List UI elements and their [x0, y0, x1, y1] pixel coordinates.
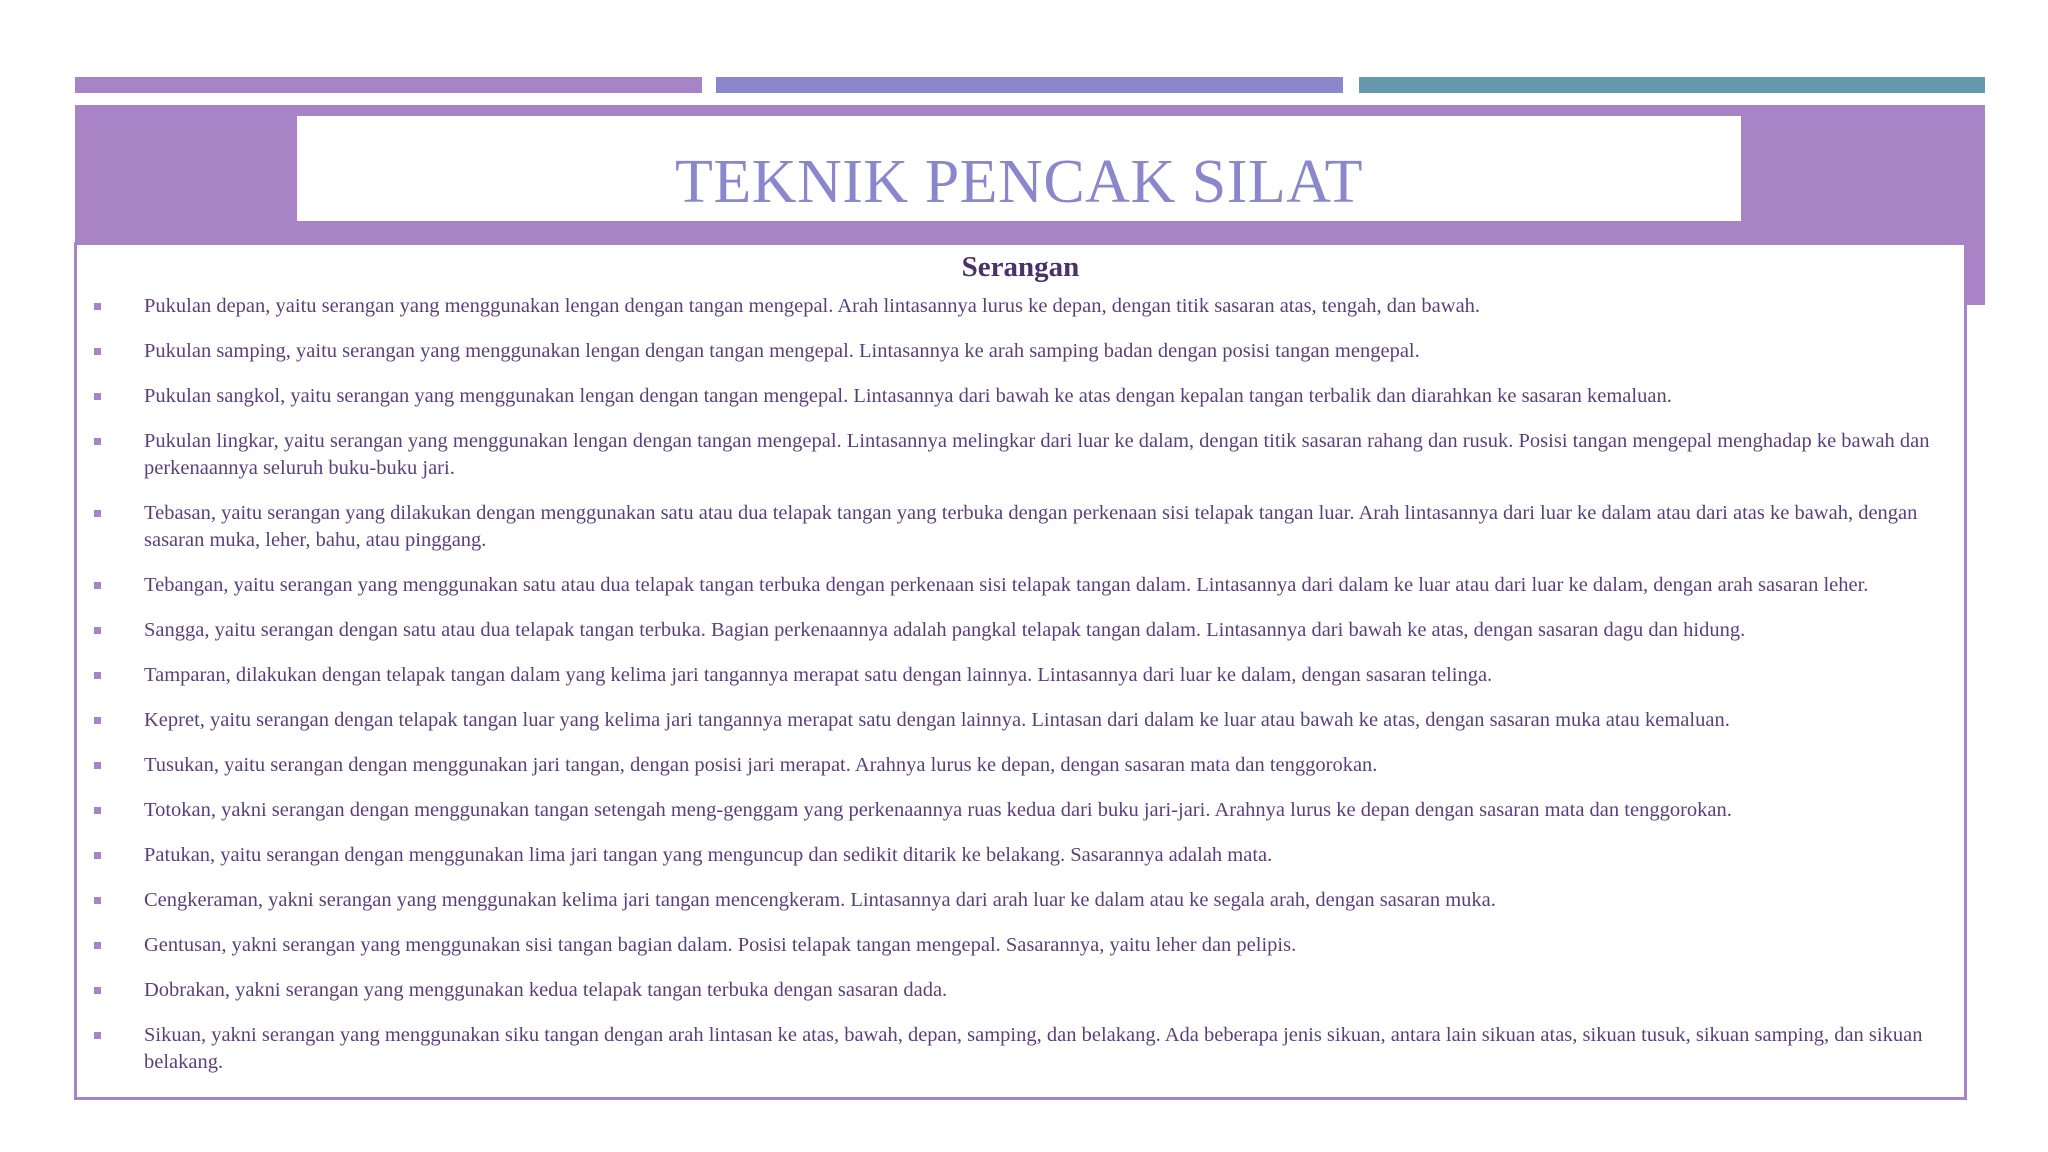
list-item: Sikuan, yakni serangan yang menggunakan siku tangan dengan arah lintasan ke atas, bawah, depan, samping, dan belakang. Ada beberapa jenis sikuan, antara lain sikuan atas, sikuan tusuk, sikuan samping, dan sikuan belakang.: [77, 1022, 1964, 1076]
accent-bar-lilac: [75, 77, 702, 93]
list-item: Tamparan, dilakukan dengan telapak tangan dalam yang kelima jari tangannya merapat satu dengan lainnya. Lintasannya dari luar ke dalam, dengan sasaran telinga.: [77, 662, 1964, 689]
list-item: Totokan, yakni serangan dengan menggunakan tangan setengah meng-genggam yang perkenaannya ruas kedua dari buku jari-jari. Arahnya lurus ke depan dengan sasaran mata dan tenggorokan.: [77, 797, 1964, 824]
accent-bar-teal: [1359, 77, 1985, 93]
square-bullet-icon: [94, 348, 101, 355]
square-bullet-icon: [94, 807, 101, 814]
content-box: [74, 242, 1967, 1100]
accent-bar-violet: [716, 77, 1343, 93]
title-box: [294, 113, 1744, 224]
list-item: Kepret, yaitu serangan dengan telapak tangan luar yang kelima jari tangannya merapat satu dengan lainnya. Lintasan dari dalam ke luar atau bawah ke atas, dengan sasaran muka atau kemaluan.: [77, 707, 1964, 734]
square-bullet-icon: [94, 438, 101, 445]
list-item: Pukulan lingkar, yaitu serangan yang menggunakan lengan dengan tangan mengepal. Lintasannya melingkar dari luar ke dalam, dengan titik sasaran rahang dan rusuk. Posisi tangan mengepal menghadap ke bawah dan perkenaannya seluruh buku-buku jari.: [77, 428, 1964, 482]
square-bullet-icon: [94, 627, 101, 634]
square-bullet-icon: [94, 942, 101, 949]
square-bullet-icon: [94, 582, 101, 589]
slide-title: TEKNIK PENCAK SILAT: [674, 148, 1364, 216]
list-item: Cengkeraman, yakni serangan yang menggunakan kelima jari tangan mencengkeram. Lintasannya dari arah luar ke dalam atau ke segala arah, dengan sasaran muka.: [77, 887, 1964, 914]
square-bullet-icon: [94, 987, 101, 994]
square-bullet-icon: [94, 897, 101, 904]
bullet-list: [77, 293, 1964, 1094]
square-bullet-icon: [94, 717, 101, 724]
section-subtitle: Serangan: [961, 251, 1080, 283]
square-bullet-icon: [94, 303, 101, 310]
list-item: Dobrakan, yakni serangan yang menggunakan kedua telapak tangan terbuka dengan sasaran dada.: [77, 977, 1964, 1004]
square-bullet-icon: [94, 1032, 101, 1039]
list-item: Tebasan, yaitu serangan yang dilakukan dengan menggunakan satu atau dua telapak tangan yang terbuka dengan perkenaan sisi telapak tangan luar. Arah lintasannya dari luar ke dalam atau dari atas ke bawah, dengan sasaran muka, leher, bahu, atau pinggang.: [77, 500, 1964, 554]
square-bullet-icon: [94, 852, 101, 859]
list-item: Gentusan, yakni serangan yang menggunakan sisi tangan bagian dalam. Posisi telapak tangan mengepal. Sasarannya, yaitu leher dan pelipis.: [77, 932, 1964, 959]
list-item: Tusukan, yaitu serangan dengan menggunakan jari tangan, dengan posisi jari merapat. Arahnya lurus ke depan, dengan sasaran mata dan tenggorokan.: [77, 752, 1964, 779]
list-item: Tebangan, yaitu serangan yang menggunakan satu atau dua telapak tangan terbuka dengan perkenaan sisi telapak tangan dalam. Lintasannya dari dalam ke luar atau dari luar ke dalam, dengan arah sasaran leher.: [77, 572, 1964, 599]
square-bullet-icon: [94, 762, 101, 769]
square-bullet-icon: [94, 672, 101, 679]
list-item: Pukulan sangkol, yaitu serangan yang menggunakan lengan dengan tangan mengepal. Lintasannya dari bawah ke atas dengan kepalan tangan terbalik dan diarahkan ke sasaran kemaluan.: [77, 383, 1964, 410]
list-item: Sangga, yaitu serangan dengan satu atau dua telapak tangan terbuka. Bagian perkenaannya adalah pangkal telapak tangan dalam. Lintasannya dari bawah ke atas, dengan sasaran dagu dan hidung.: [77, 617, 1964, 644]
list-item: Pukulan depan, yaitu serangan yang menggunakan lengan dengan tangan mengepal. Arah lintasannya lurus ke depan, dengan titik sasaran atas, tengah, dan bawah.: [77, 293, 1964, 320]
square-bullet-icon: [94, 510, 101, 517]
square-bullet-icon: [94, 393, 101, 400]
list-item: Pukulan samping, yaitu serangan yang menggunakan lengan dengan tangan mengepal. Lintasannya ke arah samping badan dengan posisi tangan mengepal.: [77, 338, 1964, 365]
list-item: Patukan, yaitu serangan dengan menggunakan lima jari tangan yang menguncup dan sedikit ditarik ke belakang. Sasarannya adalah mata.: [77, 842, 1964, 869]
